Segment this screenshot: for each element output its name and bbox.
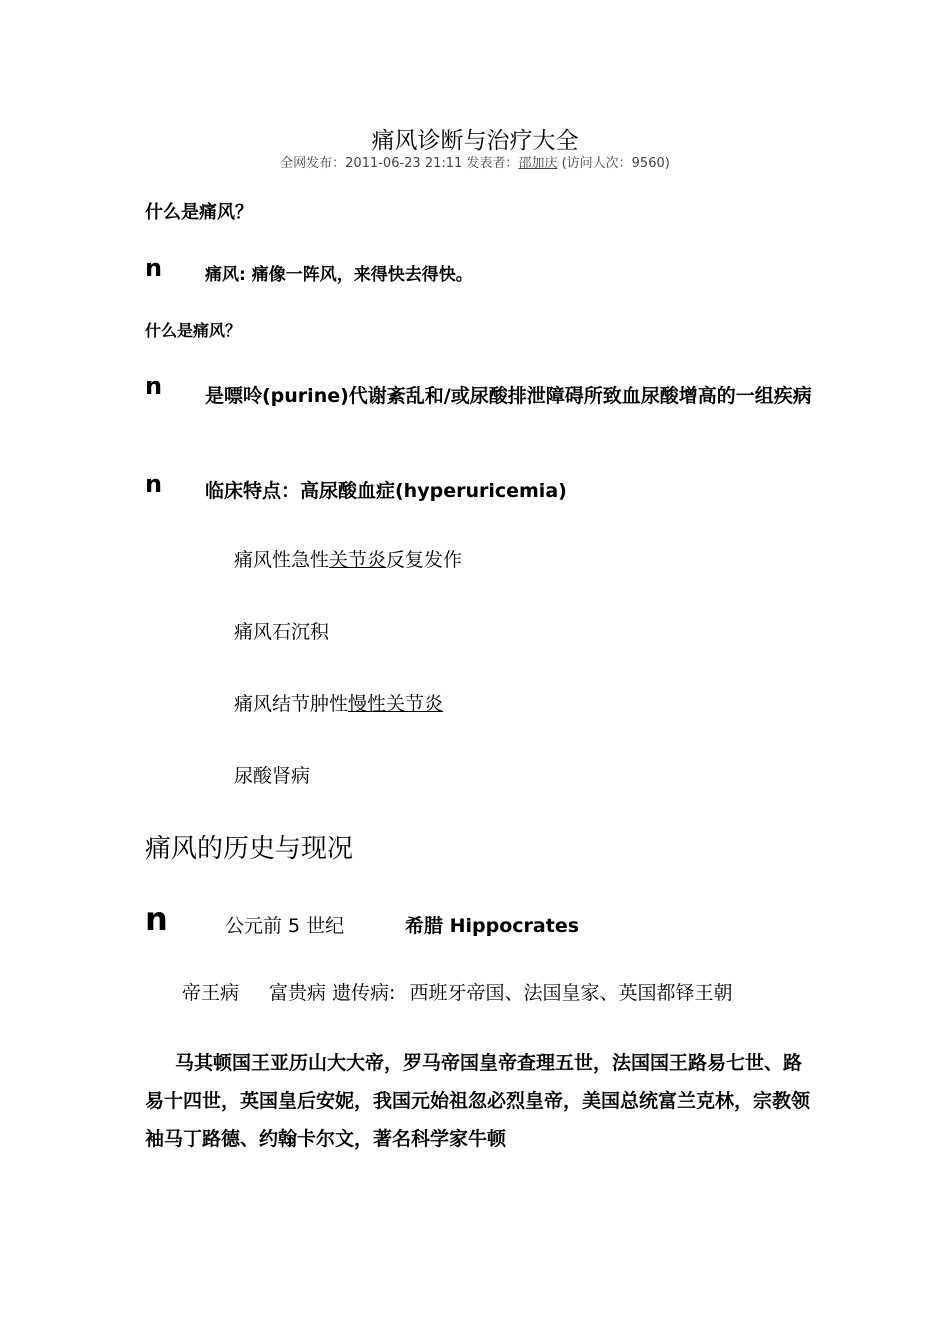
feature-item bbox=[234, 545, 462, 572]
question-heading: 什么是痛风？ bbox=[145, 202, 253, 223]
feature-item: 痛风石沉积 bbox=[234, 621, 330, 643]
feature-text: 痛风结节肿性 bbox=[234, 693, 349, 715]
disease-name: 富贵病 遗传病: bbox=[269, 982, 396, 1004]
clinical-features-line: 临床特点：高尿酸血症(hyperuricemia) bbox=[205, 480, 567, 502]
history-era: 公元前 5 世纪 bbox=[225, 915, 345, 937]
page-title: 痛风诊断与治疗大全 bbox=[371, 128, 579, 154]
meta-prefix: 全网发布：2011-06-23 21:11 发表者： bbox=[280, 156, 519, 171]
famous-patients-paragraph: 马其顿国王亚历山大大帝，罗马帝国皇帝查理五世，法国国王路易七世、路易十四世，英国皇后安妮，我国元始祖忽必烈皇帝，美国总统富兰克林，宗教领袖马丁路德、约翰卡尔文，著名科学家牛顿 bbox=[145, 1052, 811, 1150]
chronic-arthritis-link[interactable]: 慢性关节炎 bbox=[348, 693, 444, 715]
disease-name: 帝王病 bbox=[182, 982, 240, 1004]
feature-item: 尿酸肾病 bbox=[234, 765, 311, 787]
meta-suffix: (访问人次：9560) bbox=[557, 156, 670, 171]
author-link[interactable]: 邵加庆 bbox=[518, 156, 558, 171]
definition-line: 痛风: 痛像一阵风，来得快去得快。 bbox=[205, 265, 473, 285]
post-meta bbox=[0, 152, 950, 171]
definition-paragraph: 是嘌呤(purine)代谢紊乱和/或尿酸排泄障碍所致血尿酸增高的一组疾病 bbox=[205, 385, 812, 407]
feature-text: 反复发作 bbox=[386, 549, 463, 571]
disease-names-line bbox=[182, 978, 762, 1005]
feature-item bbox=[234, 689, 443, 716]
bullet-marker: n bbox=[145, 372, 163, 400]
bullet-marker: n bbox=[145, 900, 168, 938]
bullet-marker: n bbox=[145, 254, 163, 282]
arthritis-link[interactable]: 关节炎 bbox=[329, 549, 387, 571]
dynasties-text: 西班牙帝国、法国皇家、英国都铎王朝 bbox=[409, 982, 733, 1004]
history-origin: 希腊 Hippocrates bbox=[405, 915, 580, 937]
feature-text: 痛风性急性 bbox=[234, 549, 330, 571]
bullet-marker: n bbox=[145, 470, 163, 498]
question-subheading: 什么是痛风？ bbox=[145, 321, 242, 340]
history-heading: 痛风的历史与现况 bbox=[145, 834, 354, 864]
